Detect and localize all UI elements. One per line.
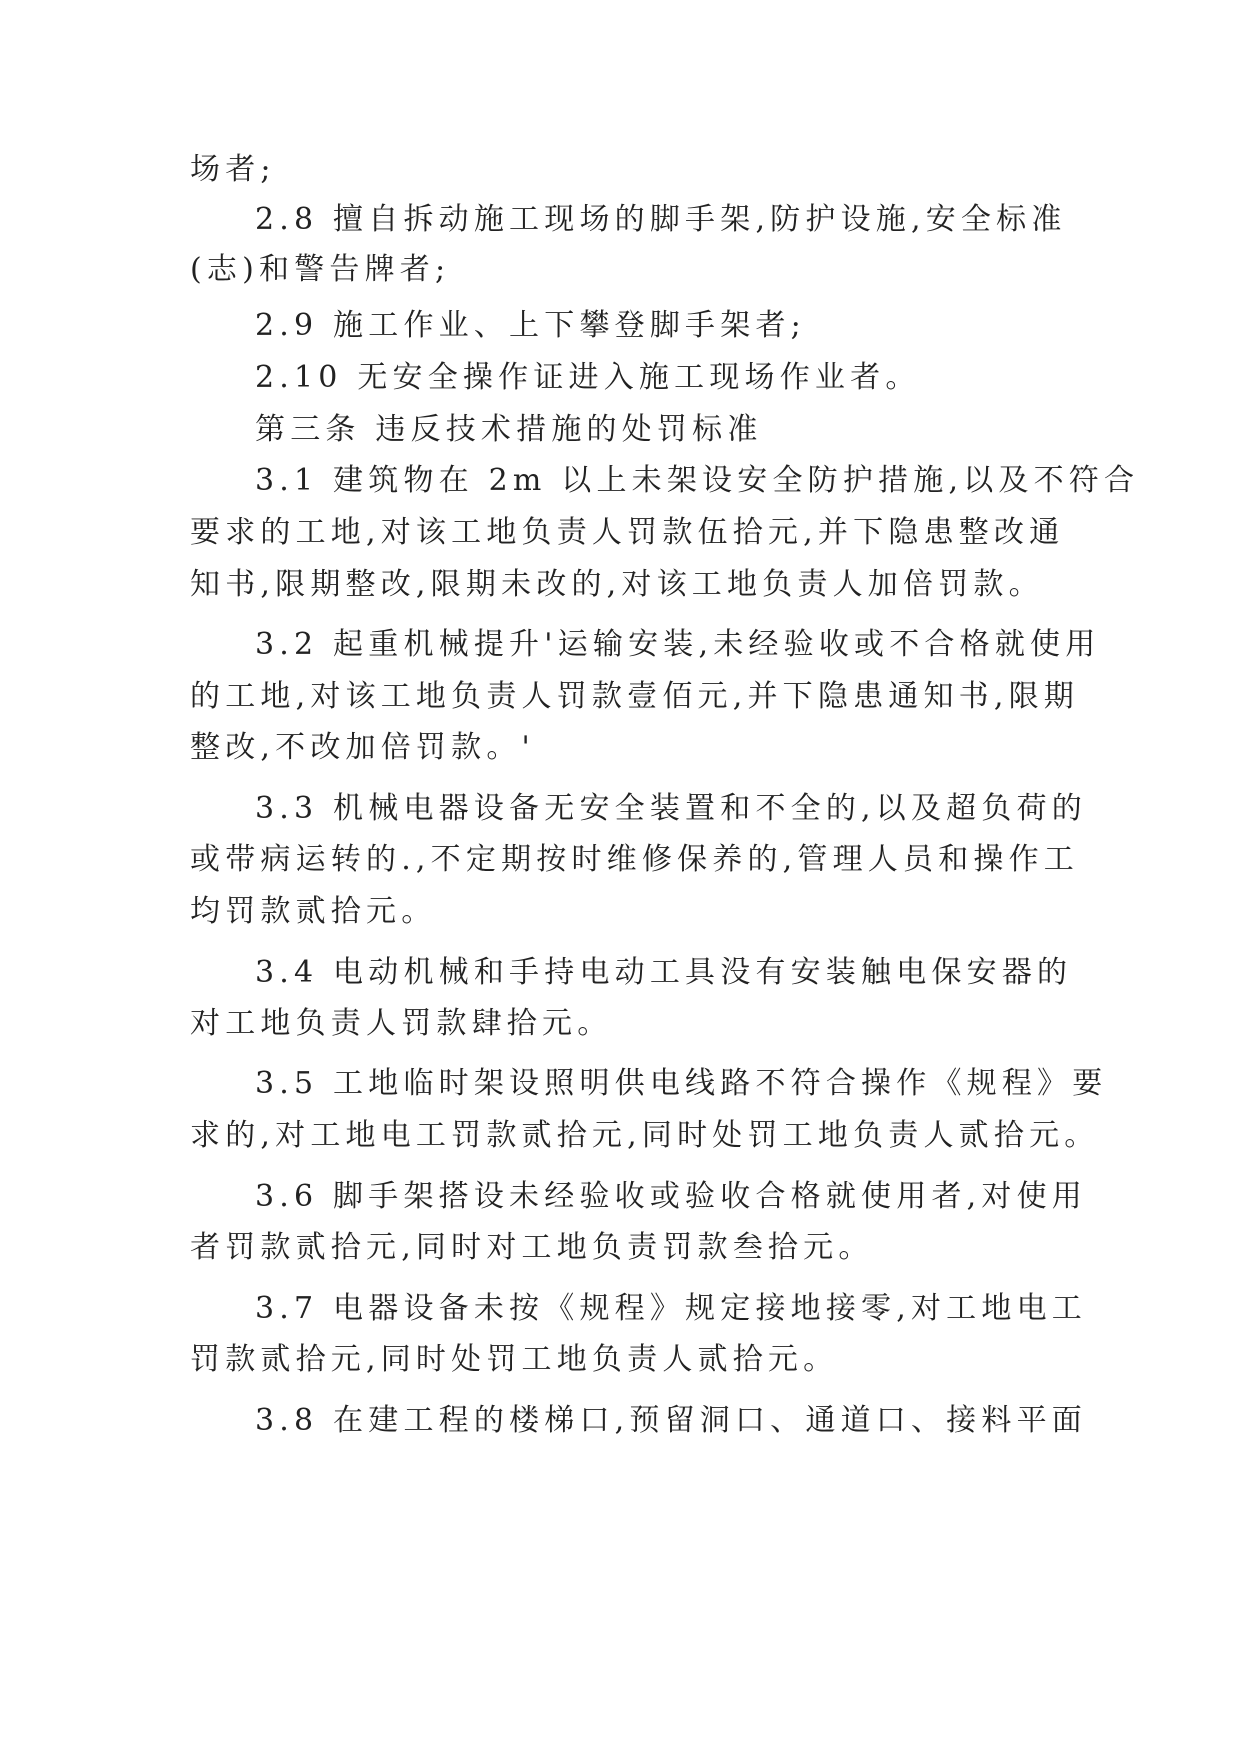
text-line: 2.8 擅自拆动施工现场的脚手架,防护设施,安全标准 [255, 202, 1067, 237]
text-line: 罚款贰拾元,同时处罚工地负责人贰拾元。 [190, 1342, 839, 1377]
text-line: 场者; [190, 152, 276, 187]
text-line: 对工地负责人罚款肆拾元。 [190, 1006, 613, 1041]
text-line: 整改,不改加倍罚款。' [190, 730, 535, 765]
section-heading: 第三条 违反技术措施的处罚标准 [255, 412, 763, 447]
text-line: 均罚款贰拾元。 [190, 894, 437, 929]
text-line: 3.5 工地临时架设照明供电线路不符合操作《规程》要 [255, 1066, 1108, 1101]
text-line: 的工地,对该工地负责人罚款壹佰元,并下隐患通知书,限期 [190, 679, 1080, 714]
text-line: 或带病运转的.,不定期按时维修保养的,管理人员和操作工 [190, 842, 1080, 877]
text-line: 2.9 施工作业、上下攀登脚手架者; [255, 308, 806, 343]
text-line: (志)和警告牌者; [190, 252, 451, 287]
text-line: 求的,对工地电工罚款贰拾元,同时处罚工地负责人贰拾元。 [190, 1118, 1100, 1153]
text-line: 3.7 电器设备未按《规程》规定接地接零,对工地电工 [255, 1291, 1087, 1326]
text-line: 3.8 在建工程的楼梯口,预留洞口、通道口、接料平面 [255, 1403, 1087, 1438]
text-line: 3.6 脚手架搭设未经验收或验收合格就使用者,对使用 [255, 1179, 1087, 1214]
text-line: 2.10 无安全操作证进入施工现场作业者。 [255, 360, 921, 395]
text-line: 知书,限期整改,限期未改的,对该工地负责人加倍罚款。 [190, 567, 1044, 602]
text-line: 者罚款贰拾元,同时对工地负责罚款叁拾元。 [190, 1230, 874, 1265]
text-line: 3.4 电动机械和手持电动工具没有安装触电保安器的 [255, 955, 1073, 990]
text-line: 要求的工地,对该工地负责人罚款伍拾元,并下隐患整改通 [190, 515, 1065, 550]
text-line: 3.2 起重机械提升'运输安装,未经验收或不合格就使用 [255, 627, 1101, 662]
text-line: 3.3 机械电器设备无安全装置和不全的,以及超负荷的 [255, 791, 1087, 826]
text-line: 3.1 建筑物在 2m 以上未架设安全防护措施,以及不符合 [255, 463, 1140, 498]
